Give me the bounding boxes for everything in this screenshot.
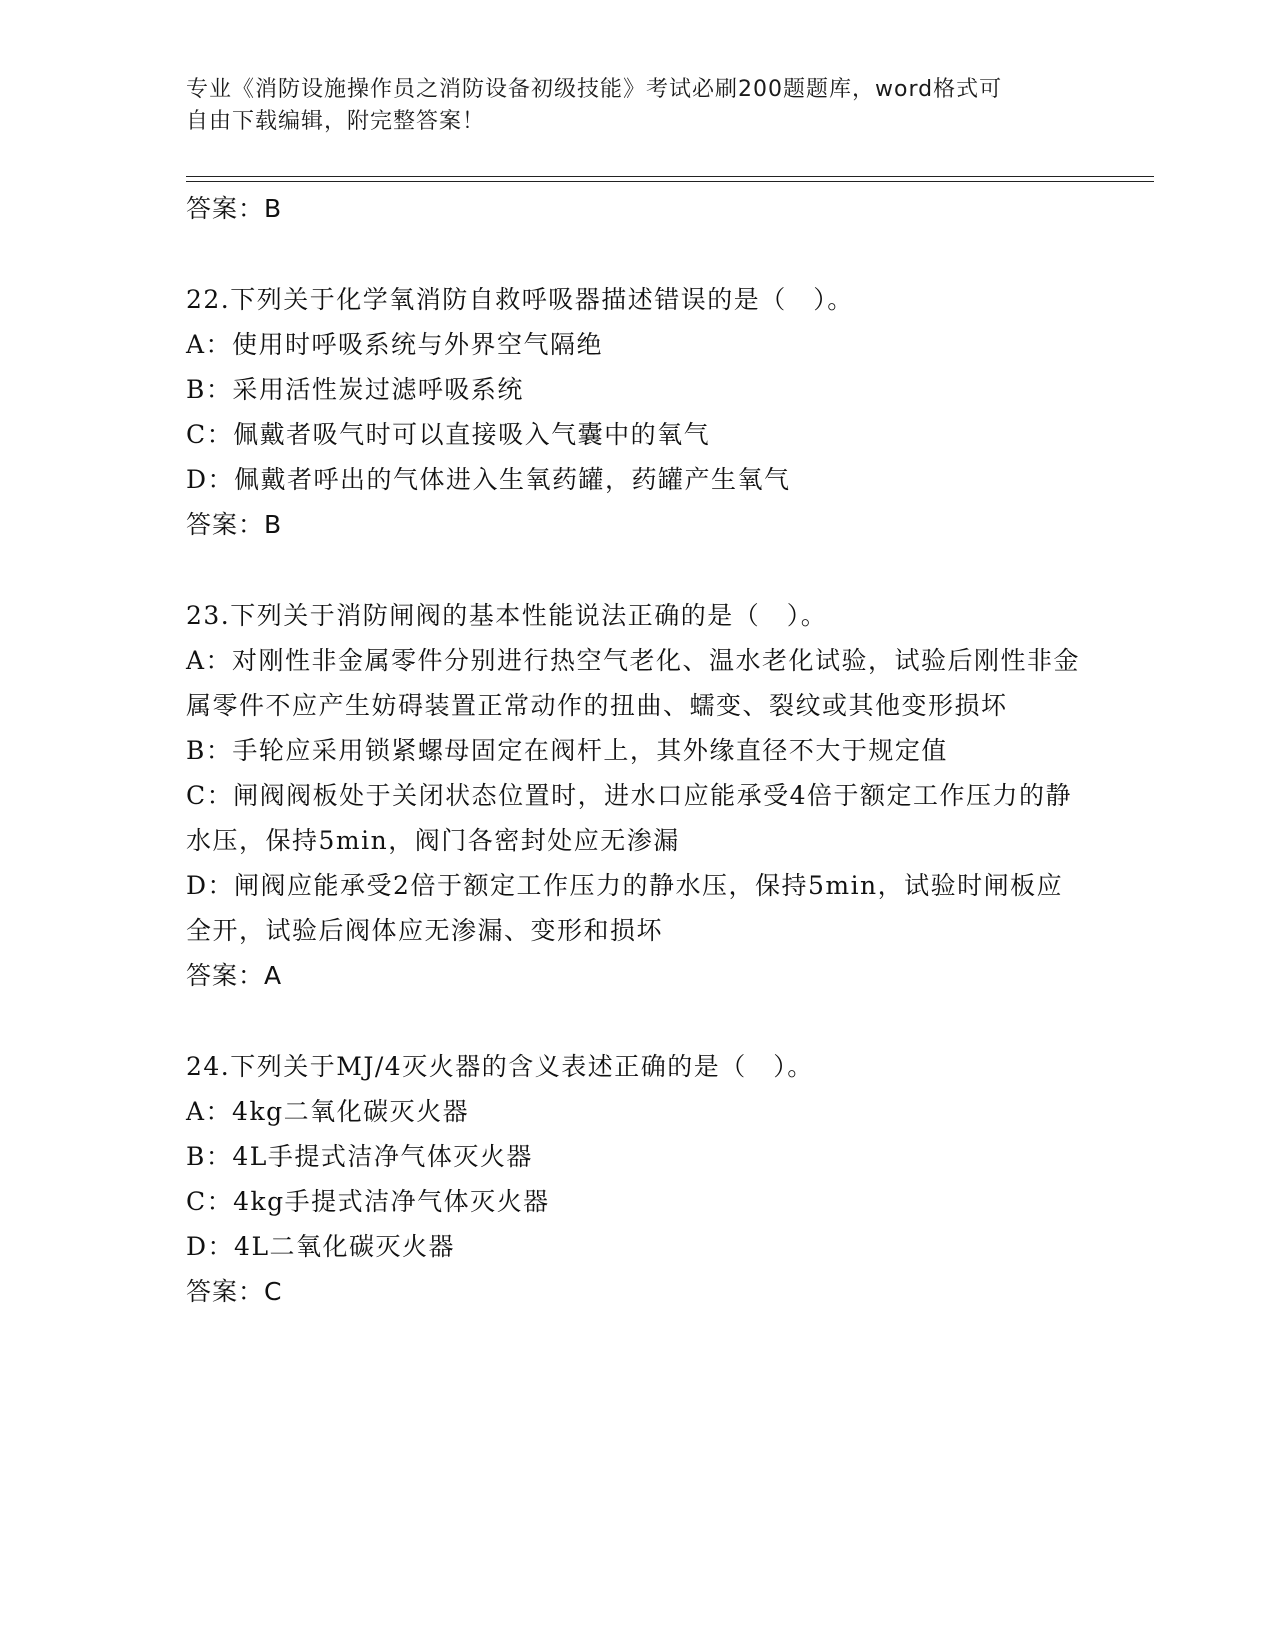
option-d: D：4L二氧化碳灭火器 bbox=[186, 1232, 456, 1261]
option-c: C：闸阀阀板处于关闭状态位置时，进水口应能承受4倍于额定工作压力的静水压，保持5min，阀门各密封处应无渗漏 bbox=[186, 781, 1073, 855]
question-block-22 bbox=[186, 277, 1086, 548]
option-a: A：使用时呼吸系统与外界空气隔绝 bbox=[186, 330, 604, 359]
option-b: B：4L手提式洁净气体灭火器 bbox=[186, 1142, 533, 1171]
question-text: 23.下列关于消防闸阀的基本性能说法正确的是（ ）。 bbox=[186, 601, 828, 630]
header-line-2: 自由下载编辑，附完整答案！ bbox=[186, 109, 486, 134]
header-divider-thick bbox=[186, 176, 1154, 177]
option-a: A：4kg二氧化碳灭火器 bbox=[186, 1097, 470, 1126]
spacer bbox=[186, 999, 1086, 1044]
header-divider-thin bbox=[186, 181, 1154, 182]
option-b: B：采用活性炭过滤呼吸系统 bbox=[186, 375, 524, 404]
option-c: C：佩戴者吸气时可以直接吸入气囊中的氧气 bbox=[186, 420, 711, 449]
option-a: A：对刚性非金属零件分别进行热空气老化、温水老化试验，试验后刚性非金属零件不应产生妨碍装置正常动作的扭曲、蠕变、裂纹或其他变形损坏 bbox=[186, 646, 1081, 720]
answer-line: 答案：B bbox=[186, 510, 283, 539]
header-line-1: 专业《消防设施操作员之消防设备初级技能》考试必刷200题题库，word格式可 bbox=[186, 77, 1003, 102]
question-block-24 bbox=[186, 1044, 1086, 1315]
answer-line: 答案：C bbox=[186, 1277, 283, 1306]
question-text: 22.下列关于化学氧消防自救呼吸器描述错误的是（ ）。 bbox=[186, 285, 854, 314]
option-d: D：闸阀应能承受2倍于额定工作压力的静水压，保持5min，试验时闸板应全开，试验后阀体应无渗漏、变形和损坏 bbox=[186, 871, 1064, 945]
previous-answer: 答案：B bbox=[186, 194, 283, 223]
option-d: D：佩戴者呼出的气体进入生氧药罐，药罐产生氧气 bbox=[186, 465, 791, 494]
question-text: 24.下列关于MJ/4灭火器的含义表述正确的是（ ）。 bbox=[186, 1052, 814, 1081]
question-list bbox=[186, 186, 1086, 1315]
answer-line: 答案：A bbox=[186, 961, 283, 990]
option-b: B：手轮应采用锁紧螺母固定在阀杆上，其外缘直径不大于规定值 bbox=[186, 736, 948, 765]
spacer bbox=[186, 232, 1086, 277]
option-c: C：4kg手提式洁净气体灭火器 bbox=[186, 1187, 550, 1216]
spacer bbox=[186, 548, 1086, 593]
document-header bbox=[186, 74, 1066, 138]
question-block-23 bbox=[186, 593, 1086, 999]
